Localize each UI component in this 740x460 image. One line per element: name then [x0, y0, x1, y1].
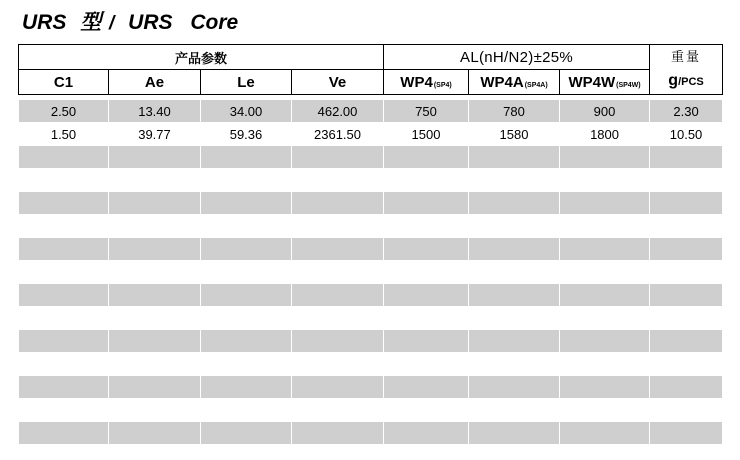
table-row-empty [19, 284, 723, 307]
cell-wp4w: 900 [560, 100, 650, 123]
header-column-row [19, 70, 723, 95]
table-row-empty [19, 146, 723, 169]
cell-wp4w: 1800 [560, 123, 650, 146]
title-part-2: 型 [80, 11, 102, 34]
cell-wp4a: 780 [469, 100, 560, 123]
title-separator: / [109, 13, 115, 34]
col-header-wp4a: WP4A(SP4A) [469, 70, 560, 95]
cell-le: 59.36 [201, 123, 292, 146]
page-title [22, 8, 238, 38]
cell-ae: 39.77 [109, 123, 201, 146]
group-header-al: AL(nH/N2)±25% [384, 45, 650, 70]
spec-table [18, 44, 723, 445]
col-header-le: Le [201, 70, 292, 95]
table-row-empty [19, 192, 723, 215]
cell-le: 34.00 [201, 100, 292, 123]
table-row [19, 100, 723, 123]
col-header-c1: C1 [19, 70, 109, 95]
table-row-empty [19, 399, 723, 422]
table-row-empty [19, 261, 723, 284]
table-row-empty [19, 238, 723, 261]
header-group-row [19, 45, 723, 70]
weight-title: 重量 [671, 49, 702, 64]
table-row-empty [19, 215, 723, 238]
title-part-3: URS [128, 11, 173, 34]
group-header-params: 产品参数 [19, 45, 384, 70]
col-header-wp4w: WP4W(SP4W) [560, 70, 650, 95]
table-row-empty [19, 330, 723, 353]
table-row-empty [19, 307, 723, 330]
weight-unit: g/PCS [668, 72, 704, 89]
cell-c1: 2.50 [19, 100, 109, 123]
cell-weight: 10.50 [650, 123, 723, 146]
cell-wp4: 750 [384, 100, 469, 123]
table-row-empty [19, 353, 723, 376]
table-row-empty [19, 169, 723, 192]
table-row-empty [19, 376, 723, 399]
cell-c1: 1.50 [19, 123, 109, 146]
table-row [19, 123, 723, 146]
col-header-wp4: WP4(SP4) [384, 70, 469, 95]
cell-weight: 2.30 [650, 100, 723, 123]
col-header-ae: Ae [109, 70, 201, 95]
cell-wp4a: 1580 [469, 123, 560, 146]
cell-wp4: 1500 [384, 123, 469, 146]
title-part-1: URS [22, 11, 67, 34]
cell-ve: 462.00 [292, 100, 384, 123]
weight-header [650, 45, 723, 95]
cell-ae: 13.40 [109, 100, 201, 123]
col-header-ve: Ve [292, 70, 384, 95]
cell-ve: 2361.50 [292, 123, 384, 146]
table-row-empty [19, 422, 723, 445]
title-part-4: Core [190, 11, 239, 34]
